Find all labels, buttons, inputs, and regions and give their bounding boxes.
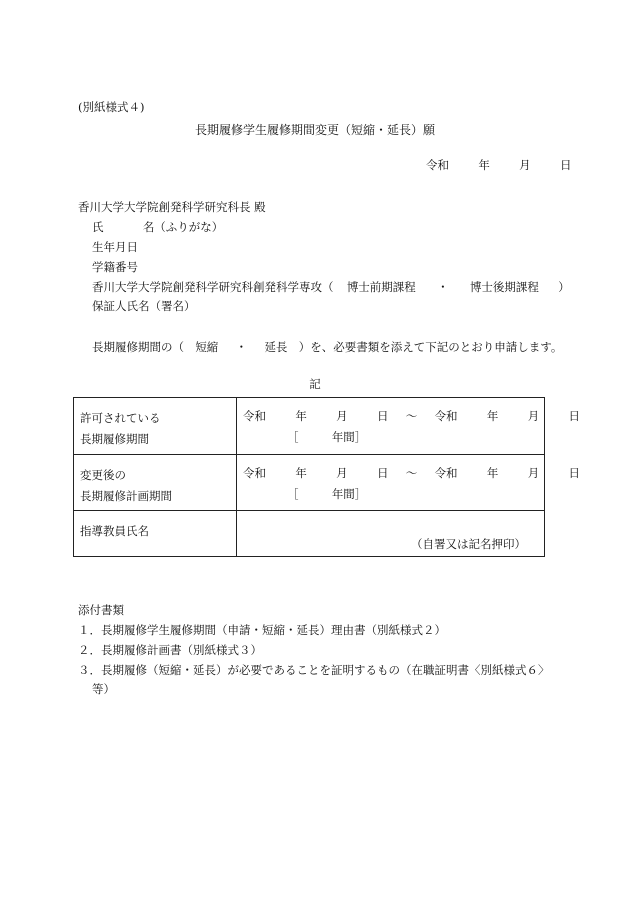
era-to: 令和 <box>434 466 458 480</box>
table-row <box>74 398 545 455</box>
major-prefix: 香川大学大学院創発科学研究科創発科学専攻（ <box>92 280 334 294</box>
course-separator: ・ <box>437 280 449 294</box>
year-from: 年 <box>295 409 307 423</box>
major-suffix: ） <box>558 280 570 294</box>
major-line <box>92 280 570 295</box>
option-separator: ・ <box>235 340 248 354</box>
permitted-label-2: 長期履修期間 <box>80 432 149 446</box>
guarantor-label: 保証人氏名（署名） <box>92 299 196 313</box>
attachment-item: １．長期履修学生履修期間（申請・短縮・延長）理由書（別紙様式２） <box>78 623 446 637</box>
range-tilde: 〜 <box>405 409 418 423</box>
request-prefix: 長期履修期間の（ <box>92 340 184 354</box>
name-field-label <box>92 220 223 235</box>
period-table <box>73 397 580 557</box>
period-range <box>243 408 580 424</box>
year-to: 年 <box>486 409 499 423</box>
date-line <box>426 158 571 173</box>
date-year: 年 <box>478 158 490 172</box>
changed-label-2: 長期履修計画期間 <box>80 489 172 503</box>
option-shorten: 短縮 <box>195 340 219 354</box>
period-range <box>243 465 580 481</box>
range-tilde: 〜 <box>405 466 418 480</box>
month-from: 月 <box>336 409 348 423</box>
bracket-open: ［ <box>287 430 299 444</box>
addressee: 香川大学大学院創発科学研究科長 殿 <box>78 200 266 214</box>
month-to: 月 <box>527 409 540 423</box>
era-to: 令和 <box>434 409 458 423</box>
course-master-option: 博士前期課程 <box>346 280 416 294</box>
student-id-label: 学籍番号 <box>92 260 138 274</box>
attachment-item: ３．長期履修（短縮・延長）が必要であることを証明するもの（在職証明書〈別紙様式６〉 <box>78 663 550 677</box>
date-era: 令和 <box>426 158 449 172</box>
changed-label-1: 変更後の <box>80 468 126 482</box>
date-day: 日 <box>559 158 572 172</box>
changed-period-cell[interactable] <box>237 455 580 511</box>
era-from: 令和 <box>243 409 266 423</box>
day-to: 日 <box>568 466 580 480</box>
bracket-open: ［ <box>287 487 299 501</box>
attachment-item-continuation: 等） <box>92 682 115 696</box>
permitted-label-1: 許可されている <box>80 411 161 425</box>
year-to: 年 <box>486 466 499 480</box>
day-to: 日 <box>568 409 580 423</box>
name-label-a: 氏 <box>92 220 104 234</box>
permitted-period-cell[interactable] <box>237 398 580 455</box>
attachments-heading: 添付書類 <box>78 603 124 617</box>
advisor-signature-cell[interactable] <box>237 511 545 557</box>
years-close: 年間］ <box>331 487 367 501</box>
document-title: 長期履修学生履修期間変更（短縮・延長）願 <box>194 123 435 137</box>
era-from: 令和 <box>243 466 266 480</box>
day-from: 日 <box>376 409 389 423</box>
birth-date-label: 生年月日 <box>92 240 138 254</box>
row-label-changed <box>74 455 237 511</box>
years-count <box>287 429 366 445</box>
name-label-b: 名（ふりがな） <box>142 220 224 234</box>
years-close: 年間］ <box>331 430 367 444</box>
year-from: 年 <box>295 466 307 480</box>
seal-note: （自署又は記名押印） <box>411 537 526 551</box>
table-row <box>74 511 545 557</box>
row-label-permitted <box>74 398 237 455</box>
form-number: (別紙様式４) <box>78 100 145 114</box>
ki-heading: 記 <box>309 377 321 391</box>
advisor-label: 指導教員氏名 <box>80 524 149 538</box>
month-from: 月 <box>336 466 348 480</box>
request-sentence <box>92 340 562 355</box>
date-month: 月 <box>519 158 531 172</box>
request-suffix: ）を、必要書類を添えて下記のとおり申請します。 <box>298 340 563 354</box>
attachment-item: ２．長期履修計画書（別紙様式３） <box>78 643 262 657</box>
month-to: 月 <box>527 466 540 480</box>
course-doctor-option: 博士後期課程 <box>469 280 539 294</box>
option-extend: 延長 <box>264 340 288 354</box>
day-from: 日 <box>376 466 389 480</box>
table-row <box>74 455 545 511</box>
row-label-advisor <box>74 511 237 557</box>
years-count <box>287 486 366 502</box>
